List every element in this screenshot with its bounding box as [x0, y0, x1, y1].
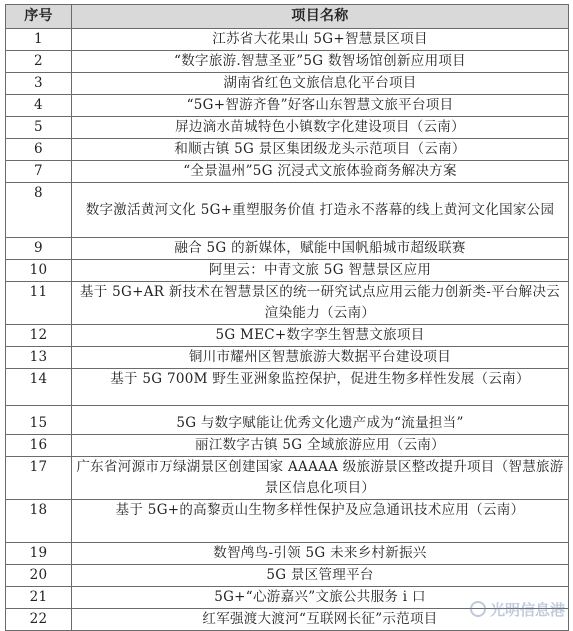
row-project-name: 5G 与数字赋能让优秀文化遗产成为“流量担当” [72, 406, 569, 435]
row-project-name: 和顺古镇 5G 景区集团级龙头示范项目（云南） [72, 139, 569, 161]
row-project-name: “全景温州”5G 沉浸式文旅体验商务解决方案 [72, 161, 569, 183]
table-row [6, 161, 569, 183]
watermark-text: 光明信息港 [490, 601, 565, 619]
row-project-name: 丽江数字古镇 5G 全域旅游应用（云南） [72, 435, 569, 457]
row-project-name: “5G+智游齐鲁”好客山东智慧文旅平台项目 [72, 95, 569, 117]
table-row [6, 139, 569, 161]
row-project-name: 5G MEC+数字孪生智慧文旅项目 [72, 325, 569, 347]
row-project-name: 数智鸬鸟-引领 5G 未来乡村新振兴 [72, 543, 569, 565]
row-num: 19 [6, 543, 72, 565]
table-row [6, 406, 569, 435]
table-row [6, 325, 569, 347]
row-project-name: “数字旅游.智慧圣亚”5G 数智场馆创新应用项目 [72, 51, 569, 73]
row-num: 11 [6, 282, 72, 325]
row-project-name: 铜川市耀州区智慧旅游大数据平台建设项目 [72, 347, 569, 369]
header-num: 序号 [6, 5, 72, 29]
row-num: 4 [6, 95, 72, 117]
row-project-name: 基于 5G+的高黎贡山生物多样性保护及应急通讯技术应用（云南） [72, 500, 569, 543]
row-num: 14 [6, 369, 72, 406]
row-project-name: 数字激活黄河文化 5G+重塑服务价值 打造永不落幕的线上黄河文化国家公园 [72, 183, 569, 238]
row-num: 22 [6, 609, 72, 631]
row-num: 1 [6, 29, 72, 51]
row-num: 13 [6, 347, 72, 369]
table-header-row [6, 5, 569, 29]
row-project-name: 红军强渡大渡河“互联网长征”示范项目 [72, 609, 569, 631]
row-num: 5 [6, 117, 72, 139]
row-project-name: 5G+“心游嘉兴”文旅公共服务 i 口 [72, 587, 569, 609]
row-num: 18 [6, 500, 72, 543]
row-project-name: 广东省河源市万绿湖景区创建国家 AAAAA 级旅游景区整改提升项目（智慧旅游景区信息化项目） [72, 457, 569, 500]
table-row [6, 73, 569, 95]
table-row [6, 500, 569, 543]
table-row [6, 587, 569, 609]
table-row [6, 260, 569, 282]
table-row [6, 543, 569, 565]
table-row [6, 95, 569, 117]
table-row [6, 117, 569, 139]
row-num: 17 [6, 457, 72, 500]
row-project-name: 江苏省大花果山 5G+智慧景区项目 [72, 29, 569, 51]
row-num: 2 [6, 51, 72, 73]
header-project-name: 项目名称 [72, 5, 569, 29]
project-list-table [5, 4, 569, 631]
row-project-name: 融合 5G 的新媒体，赋能中国帆船城市超级联赛 [72, 238, 569, 260]
row-num: 3 [6, 73, 72, 95]
table-row [6, 282, 569, 325]
row-project-name: 湖南省红色文旅信息化平台项目 [72, 73, 569, 95]
row-num: 6 [6, 139, 72, 161]
row-num: 7 [6, 161, 72, 183]
row-num: 8 [6, 183, 72, 238]
row-project-name: 5G 景区管理平台 [72, 565, 569, 587]
row-project-name: 阿里云：中青文旅 5G 智慧景区应用 [72, 260, 569, 282]
table-row [6, 609, 569, 631]
row-num: 9 [6, 238, 72, 260]
row-project-name: 基于 5G+AR 新技术在智慧景区的统一研究试点应用云能力创新类-平台解决云渲染能力（云南） [72, 282, 569, 325]
row-num: 10 [6, 260, 72, 282]
row-num: 15 [6, 406, 72, 435]
row-project-name: 屏边滴水苗城特色小镇数字化建设项目（云南） [72, 117, 569, 139]
table-row [6, 565, 569, 587]
table-row [6, 369, 569, 406]
table-row [6, 457, 569, 500]
row-num: 16 [6, 435, 72, 457]
table-row [6, 435, 569, 457]
row-project-name: 基于 5G 700M 野生亚洲象监控保护，促进生物多样性发展（云南） [72, 369, 569, 406]
table-row [6, 51, 569, 73]
row-num: 21 [6, 587, 72, 609]
row-num: 20 [6, 565, 72, 587]
table-row [6, 238, 569, 260]
table-row [6, 347, 569, 369]
table-row [6, 183, 569, 238]
table-row [6, 29, 569, 51]
row-num: 12 [6, 325, 72, 347]
